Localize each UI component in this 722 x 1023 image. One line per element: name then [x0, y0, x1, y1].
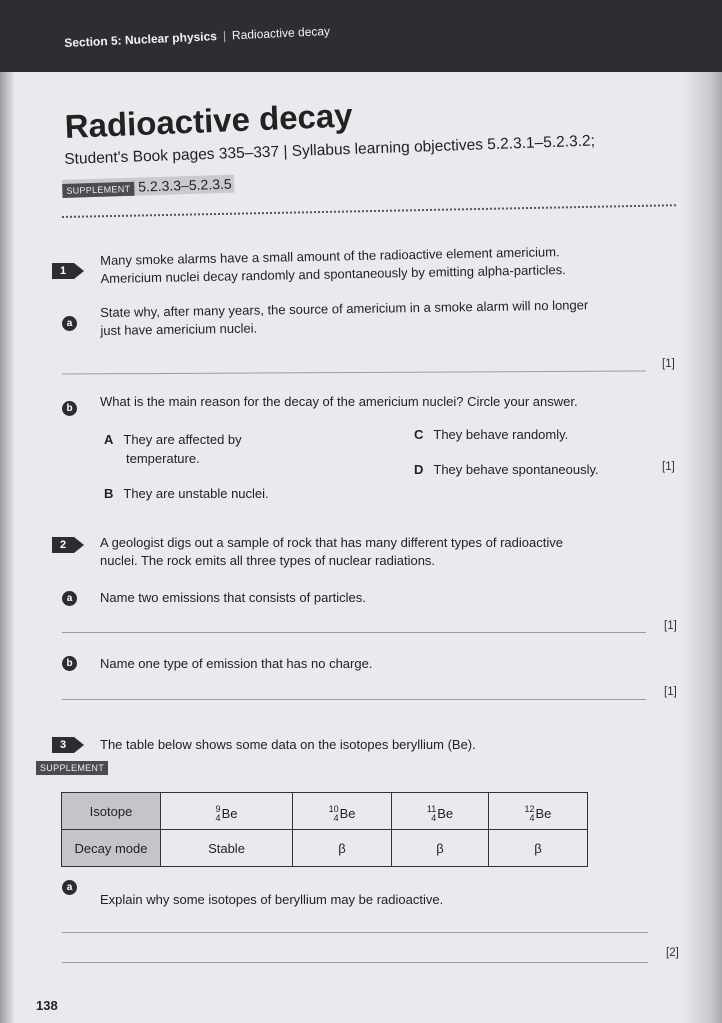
be11-atomic-number: 4 — [431, 812, 437, 823]
option-d-text: They behave spontaneously. — [433, 462, 599, 477]
isotope-header-cell: Isotope — [62, 793, 161, 830]
mark-1a: [1] — [662, 358, 675, 370]
answer-line-3a-2[interactable] — [62, 962, 648, 963]
page-title: Radioactive decay — [64, 96, 354, 145]
part-2b-marker: b — [62, 656, 77, 671]
question-2-stem-line-2: nuclei. The rock emits all three types of nuclear radiations. — [100, 553, 436, 568]
page-subtitle: Student's Book pages 335–337 | Syllabus learning objectives 5.2.3.1–5.2.3.2; — [64, 132, 596, 168]
part-1a-line-1: State why, after many years, the source of americium in a smoke alarm will no longer — [100, 297, 589, 320]
part-1b-text: What is the main reason for the decay of the americium nuclei? Circle your answer. — [100, 394, 578, 409]
question-1-stem-line-2: Americium nuclei decay randomly and spontaneously by emitting alpha-particles. — [100, 262, 566, 286]
option-d-letter: D — [414, 462, 424, 477]
header-section: Section 5: Nuclear physics — [64, 29, 218, 50]
be9-mass-number: 9 — [215, 803, 221, 814]
supplement-tag: SUPPLEMENT — [62, 182, 134, 198]
part-3a-text: Explain why some isotopes of beryllium may be radioactive. — [100, 892, 444, 907]
option-d[interactable] — [414, 461, 599, 479]
part-1a-line-2: just have americium nuclei. — [100, 320, 258, 338]
answer-line-1a[interactable] — [62, 370, 646, 374]
dotted-divider — [62, 204, 676, 218]
question-1-stem — [100, 243, 566, 288]
part-2a-marker: a — [62, 591, 77, 606]
decay-mode-row — [62, 830, 588, 867]
be10-symbol: Be — [339, 806, 356, 821]
supplement-objectives-row — [62, 175, 235, 198]
be12-symbol: Be — [535, 806, 552, 821]
be9-atomic-number: 4 — [215, 812, 221, 823]
answer-line-2a[interactable] — [62, 632, 646, 633]
be12-atomic-number: 4 — [529, 812, 535, 823]
mark-1b: [1] — [662, 461, 675, 473]
option-c[interactable] — [414, 426, 568, 444]
question-1-stem-line-1: Many smoke alarms have a small amount of the radioactive element americium. — [100, 244, 560, 268]
option-a-text-2: temperature. — [126, 451, 200, 466]
page-gutter-shadow — [0, 0, 14, 1023]
part-3a-marker: a — [62, 880, 77, 895]
supplement-objectives: 5.2.3.3–5.2.3.5 — [138, 175, 232, 195]
option-c-letter: C — [414, 427, 424, 442]
mark-2b: [1] — [664, 686, 677, 698]
page-edge-shadow — [682, 0, 722, 1023]
running-header: Section 5: Nuclear physics | Radioactive decay — [64, 23, 331, 50]
question-2-number: 2 — [52, 537, 74, 553]
question-2-stem — [100, 534, 563, 570]
question-1-number: 1 — [52, 263, 74, 279]
decay-mode-be11: β — [392, 830, 489, 867]
be9-symbol: Be — [221, 806, 238, 821]
option-b-letter: B — [104, 486, 114, 501]
decay-mode-be9: Stable — [161, 830, 293, 867]
question-2-stem-line-1: A geologist digs out a sample of rock that has many different types of radioactive — [100, 535, 563, 550]
answer-line-2b[interactable] — [62, 699, 646, 700]
mark-2a: [1] — [664, 620, 677, 632]
decay-mode-be12: β — [488, 830, 587, 867]
isotope-cell-be11 — [392, 793, 489, 830]
be11-symbol: Be — [437, 806, 454, 821]
question-3-stem: The table below shows some data on the isotopes beryllium (Be). — [100, 737, 476, 752]
decay-mode-header-cell: Decay mode — [62, 830, 161, 867]
isotope-row — [62, 793, 588, 830]
page-number: 138 — [36, 998, 58, 1013]
be10-atomic-number: 4 — [333, 812, 339, 823]
header-topic: Radioactive decay — [231, 23, 331, 43]
part-2b-text: Name one type of emission that has no charge. — [100, 656, 373, 671]
isotope-cell-be12 — [488, 793, 587, 830]
option-a[interactable] — [104, 431, 242, 449]
option-c-text: They behave randomly. — [433, 427, 569, 442]
isotope-cell-be10 — [293, 793, 392, 830]
mark-3a: [2] — [666, 947, 679, 959]
option-b[interactable] — [104, 485, 269, 503]
question-3-supplement-tag: SUPPLEMENT — [36, 761, 108, 775]
be12-mass-number: 12 — [524, 803, 535, 814]
be10-mass-number: 10 — [328, 803, 339, 814]
option-b-text: They are unstable nuclei. — [123, 486, 269, 501]
part-1a-text — [100, 296, 589, 340]
decay-mode-be10: β — [293, 830, 392, 867]
answer-line-3a-1[interactable] — [62, 932, 648, 933]
be11-mass-number: 11 — [426, 803, 437, 814]
question-3-number: 3 — [52, 737, 74, 753]
part-1b-marker: b — [62, 401, 77, 416]
option-a-letter: A — [104, 432, 114, 447]
isotope-table — [61, 792, 588, 867]
isotope-cell-be9 — [161, 793, 293, 830]
option-a-text-1: They are affected by — [123, 432, 242, 447]
part-2a-text: Name two emissions that consists of particles. — [100, 590, 366, 605]
part-1a-marker: a — [62, 316, 77, 331]
